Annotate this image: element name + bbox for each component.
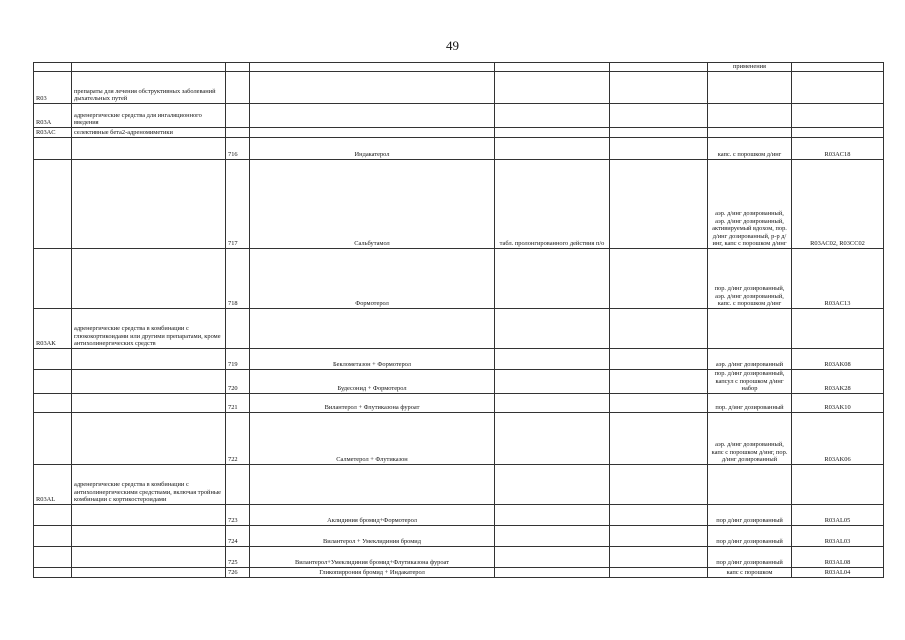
item-number: 716 <box>226 138 250 160</box>
table-row <box>34 370 884 394</box>
empty-cell <box>72 567 226 577</box>
empty-cell <box>792 72 884 104</box>
table-row <box>34 504 884 525</box>
form-cell: применения <box>708 63 792 72</box>
item-number: 717 <box>226 160 250 249</box>
header-row <box>34 63 884 72</box>
dosage-form: капс. с порошком д/инг <box>708 138 792 160</box>
empty-cell <box>610 393 708 412</box>
dosage-form: пор д/инг дозированный <box>708 546 792 567</box>
empty-cell <box>610 349 708 370</box>
empty-cell <box>226 309 250 349</box>
atc-code: R03AL08 <box>792 546 884 567</box>
empty-cell <box>72 412 226 464</box>
group-row <box>34 309 884 349</box>
empty-cell <box>610 309 708 349</box>
empty-cell <box>72 249 226 309</box>
drug-name: Вилантерол + Умеклидиния бромид <box>250 525 495 546</box>
extra-form <box>495 349 610 370</box>
empty-cell <box>34 349 72 370</box>
empty-cell <box>34 393 72 412</box>
empty-cell <box>708 309 792 349</box>
extra-form <box>495 393 610 412</box>
empty-cell <box>226 464 250 504</box>
atc-code: R03AC02, R03CC02 <box>792 160 884 249</box>
drug-register-table <box>33 62 884 578</box>
drug-name: Вилантерол + Флутиказона фуроат <box>250 393 495 412</box>
drug-name: Индакатерол <box>250 138 495 160</box>
empty-cell <box>72 138 226 160</box>
empty-cell <box>495 464 610 504</box>
group-row <box>34 104 884 128</box>
empty-cell <box>610 504 708 525</box>
drug-name: Аклидиния бромид+Формотерол <box>250 504 495 525</box>
dosage-form: аэр. д/инг дозированный, капс с порошком д/инг, пор. д/инг дозированный <box>708 412 792 464</box>
drug-name: Вилантерол+Умеклидиния бромид+Флутиказона фуроат <box>250 546 495 567</box>
empty-cell <box>72 160 226 249</box>
empty-cell <box>792 128 884 138</box>
empty-cell <box>250 104 495 128</box>
empty-cell <box>610 104 708 128</box>
dosage-form: капс с порошком <box>708 567 792 577</box>
table-row <box>34 393 884 412</box>
atc-code: R03AK06 <box>792 412 884 464</box>
empty-cell <box>610 370 708 394</box>
empty-cell <box>34 525 72 546</box>
atc-group-name: селективные бета2-адреномиметики <box>72 128 226 138</box>
group-row <box>34 464 884 504</box>
empty-cell <box>708 104 792 128</box>
empty-cell <box>495 309 610 349</box>
atc-group-code: R03A <box>34 104 72 128</box>
empty-cell <box>72 525 226 546</box>
atc-group-code: R03AK <box>34 309 72 349</box>
atc-group-code: R03 <box>34 72 72 104</box>
empty-cell <box>495 104 610 128</box>
atc-group-name: препараты для лечения обструктивных заболеваний дыхательных путей <box>72 72 226 104</box>
item-number: 725 <box>226 546 250 567</box>
empty-cell <box>72 546 226 567</box>
atc-code: R03AK10 <box>792 393 884 412</box>
empty-cell <box>610 160 708 249</box>
atc-code: R03AC13 <box>792 249 884 309</box>
empty-cell <box>34 567 72 577</box>
extra-form <box>495 412 610 464</box>
item-number: 719 <box>226 349 250 370</box>
dosage-form: пор. д/инг дозированный <box>708 393 792 412</box>
group-row <box>34 72 884 104</box>
empty-cell <box>34 412 72 464</box>
empty-cell <box>72 504 226 525</box>
empty-cell <box>610 546 708 567</box>
empty-cell <box>708 464 792 504</box>
empty-cell <box>72 349 226 370</box>
drug-name: Формотерол <box>250 249 495 309</box>
atc-group-code: R03AC <box>34 128 72 138</box>
empty-cell <box>34 504 72 525</box>
empty-cell <box>610 567 708 577</box>
empty-cell <box>34 249 72 309</box>
extra-form <box>495 567 610 577</box>
empty-cell <box>250 72 495 104</box>
empty-cell <box>610 138 708 160</box>
drug-name: Беклометазон + Формотерол <box>250 349 495 370</box>
empty-cell <box>34 546 72 567</box>
empty-cell <box>610 128 708 138</box>
extra-form <box>495 370 610 394</box>
atc-group-name: адренергические средства в комбинации с глюкокортикоидами или другими препаратами, кроме антихолинергических средств <box>72 309 226 349</box>
empty-cell <box>250 309 495 349</box>
atc-group-name: адренергические средства для ингаляционного введения <box>72 104 226 128</box>
empty-cell <box>610 464 708 504</box>
atc-code: R03AL03 <box>792 525 884 546</box>
atc-code: R03AC18 <box>792 138 884 160</box>
atc-code: R03AL05 <box>792 504 884 525</box>
drug-name: Сальбутамол <box>250 160 495 249</box>
drug-name: Будесонид + Формотерол <box>250 370 495 394</box>
empty-cell <box>34 160 72 249</box>
empty-cell <box>610 525 708 546</box>
atc-group-code: R03AL <box>34 464 72 504</box>
empty-cell <box>34 370 72 394</box>
table-row <box>34 160 884 249</box>
empty-cell <box>72 370 226 394</box>
empty-cell <box>610 72 708 104</box>
extra-form <box>495 249 610 309</box>
extra-form <box>495 138 610 160</box>
extra-form <box>495 525 610 546</box>
empty-cell <box>250 464 495 504</box>
table-row <box>34 567 884 577</box>
empty-cell <box>708 128 792 138</box>
empty-cell <box>495 72 610 104</box>
empty-cell <box>226 72 250 104</box>
empty-cell <box>226 128 250 138</box>
empty-cell <box>792 464 884 504</box>
atc-group-name: адренергические средства в комбинации с антихолинергическими средствами, включая тройные комбинации с кортикостероидами <box>72 464 226 504</box>
empty-cell <box>792 104 884 128</box>
item-number: 724 <box>226 525 250 546</box>
table-row <box>34 525 884 546</box>
item-number: 718 <box>226 249 250 309</box>
dosage-form: пор. д/инг дозированный, капсул с порошком д/инг набор <box>708 370 792 394</box>
table-row <box>34 412 884 464</box>
atc-code: R03AK08 <box>792 349 884 370</box>
table-row <box>34 138 884 160</box>
item-number: 726 <box>226 567 250 577</box>
empty-cell <box>72 393 226 412</box>
drug-name: Гликопиррония бромид + Индакатерол <box>250 567 495 577</box>
empty-cell <box>34 138 72 160</box>
dosage-form: аэр. д/инг дозированный, аэр. д/инг дозированный, активируемый вдохом, пор. д/инг дозированный, р-р д/инг, капс с порошком д/инг <box>708 160 792 249</box>
drug-name: Салметерол + Флутиказон <box>250 412 495 464</box>
item-number: 722 <box>226 412 250 464</box>
empty-cell <box>708 72 792 104</box>
extra-form: табл. пролонгированного действия п/о <box>495 160 610 249</box>
empty-cell <box>226 104 250 128</box>
table-row <box>34 349 884 370</box>
dosage-form: пор д/инг дозированный <box>708 504 792 525</box>
empty-cell <box>610 249 708 309</box>
empty-cell <box>792 309 884 349</box>
group-row <box>34 128 884 138</box>
atc-code: R03AL04 <box>792 567 884 577</box>
empty-cell <box>250 128 495 138</box>
extra-form <box>495 504 610 525</box>
item-number: 720 <box>226 370 250 394</box>
table-row <box>34 249 884 309</box>
table-row <box>34 546 884 567</box>
page-number: 49 <box>446 38 459 53</box>
extra-form <box>495 546 610 567</box>
item-number: 721 <box>226 393 250 412</box>
dosage-form: аэр. д/инг дозированный <box>708 349 792 370</box>
dosage-form: пор д/инг дозированный <box>708 525 792 546</box>
empty-cell <box>495 128 610 138</box>
atc-code: R03AK28 <box>792 370 884 394</box>
empty-cell <box>610 412 708 464</box>
dosage-form: пор. д/инг дозированный, аэр. д/инг дозированный, капс. с порошком д/инг <box>708 249 792 309</box>
item-number: 723 <box>226 504 250 525</box>
